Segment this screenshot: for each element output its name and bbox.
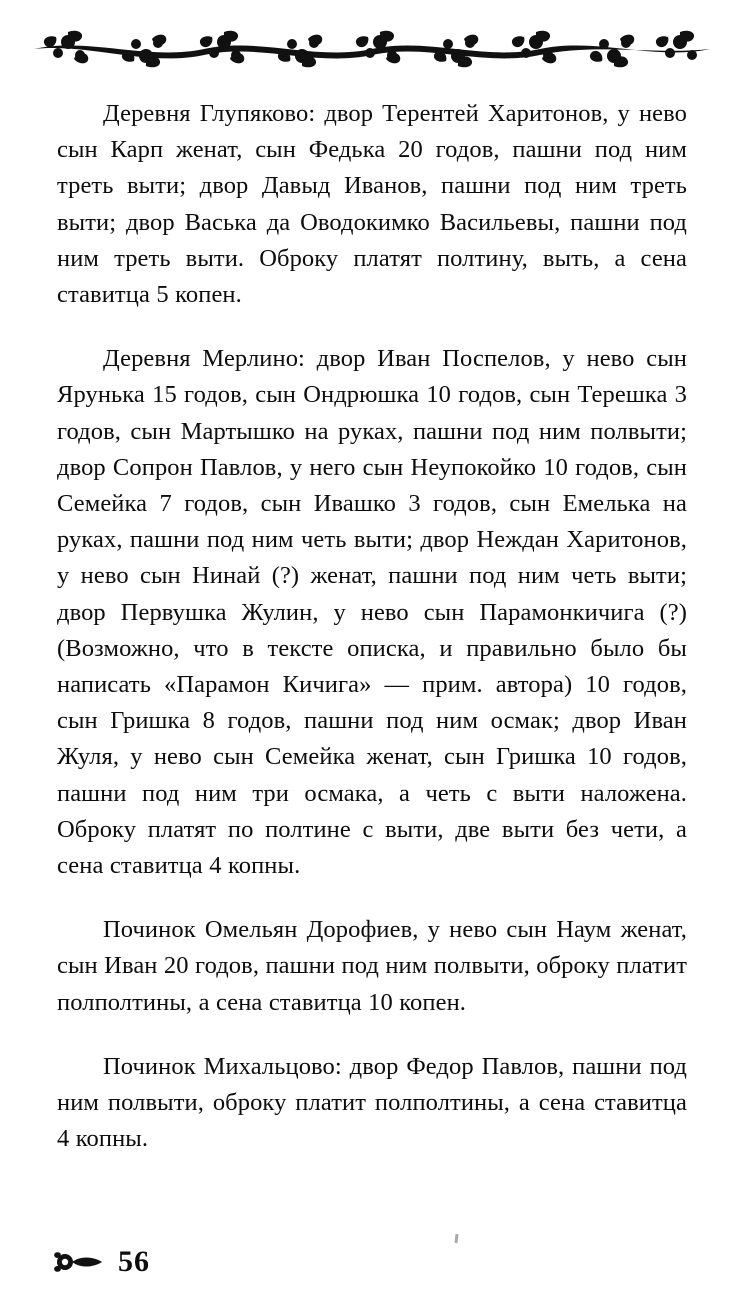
paragraph: Починок Омельян Дорофиев, у нево сын Наум женат, сын Иван 20 годов, пашни под ним полвыти, оброку платит полполтины, а сена ставитца 10 копен.: [57, 916, 687, 1016]
small-floral-ornament-icon: [52, 1249, 104, 1275]
paragraph: Деревня Глупяково: двор Терентей Харитонов, у нево сын Карп женат, сын Федька 20 годов, пашни под ним треть выти; двор Давыд Иванов, пашни под ним треть выти; двор Васька да Оводокимко Васильевы, пашни под ним треть выти. Оброку платят полтину, выть, а сена ставитца 5 копен.: [57, 100, 687, 309]
page-footer: [52, 1247, 150, 1277]
paragraph: Деревня Мерлино: двор Иван Поспелов, у нево сын Ярунька 15 годов, сын Ондрюшка 10 годов, сын Терешка 3 годов, сын Мартышко на руках, пашни под ним полвыти; двор Сопрон Павлов, у него сын Неупокойко 10 годов, сын Семейка 7 годов, сын Ивашко 3 годов, сын Емелька на руках, пашни под ним четь выти; двор Неждан Харитонов, у нево сын Нинай (?) женат, пашни под ним четь выти; двор Первушка Жулин, у нево сын Парамонкичига (?) (Возможно, что в тексте описка, и правильно было бы написать «Парамон Кичига» — прим. автора) 10 годов, сын Гришка 8 годов, пашни под ним осмак; двор Иван Жуля, у нево сын Семейка женат, сын Гришка 10 годов, пашни под ним три осмака, а четь с выти наложена. Оброку платят по полтине с выти, две выти без чети, а сена ставитца 4 копны.: [57, 345, 687, 880]
paragraph: Починок Михальцово: двор Федор Павлов, пашни под ним полвыти, оброку платит полполтины, а сена ставитца 4 копны.: [57, 1052, 687, 1153]
floral-vine-ornament-icon: [28, 28, 716, 70]
scan-artifact: [455, 1234, 459, 1243]
page-number: 56: [118, 1245, 150, 1278]
document-body: [57, 96, 687, 1157]
